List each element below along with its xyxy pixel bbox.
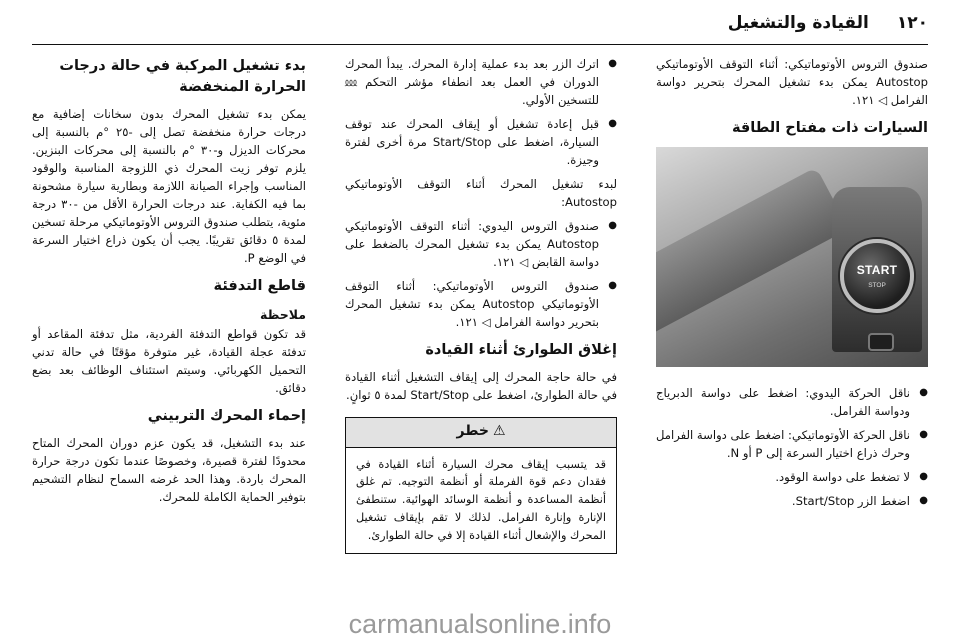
header-divider <box>32 44 928 45</box>
middle-column <box>345 56 617 554</box>
danger-text: قد يتسبب إيقاف محرك السيارة أثناء القيادة في فقدان دعم قوة الفرملة أو أنظمة التوجيه. تم غلق أنظمة المساعدة و أنظمة الوسائد الهوائية. ستنطفئ الإنارة وإنارة الفرامل. لذلك لا تقم بإيقاف تشغيل المحرك والإشعال أثناء القيادة إلا في حالة الطوارئ. <box>356 457 606 542</box>
steering-column-lever <box>656 167 849 337</box>
start-release-list <box>345 56 617 170</box>
list-item: ● اترك الزر بعد بدء عملية إدارة المحرك. يبدأ المحرك الدوران في العمل بعد انطفاء مؤشر التحكم ⅏ للتسخين الأولي. <box>345 56 617 110</box>
list-item: ● صندوق التروس الأوتوماتيكي: أثناء التوقف الأوتوماتيكي Autostop يمكن بدء تشغيل المحرك بتحرير دواسة الفرامل ◁ ١٢١. <box>345 278 617 332</box>
section-heading-cold-start: بدء تشغيل المركبة في حالة درجات الحرارة المنخفضة <box>59 58 306 96</box>
list-item: ● صندوق التروس اليدوي: أثناء التوقف الأوتوماتيكي Autostop يمكن بدء تشغيل المحرك بالضغط على دواسة القابض ◁ ١٢١. <box>345 218 617 272</box>
danger-box-header <box>346 418 616 448</box>
list-item: ● لا تضغط على دواسة الوقود. <box>656 469 928 487</box>
list-item: ● قبل إعادة تشغيل أو إيقاف المحرك عند توقف السيارة، اضغط على Start/Stop مرة أخرى لفترة وجيزة. <box>345 116 617 170</box>
danger-title: خطر <box>456 423 489 440</box>
section-heading-power-key: السيارات ذات مفتاح الطاقة <box>731 119 928 136</box>
section-heading-turbo-warmup: إحماء المحرك التربيني <box>147 408 306 425</box>
section-heading-heating-breaker: قاطع التدفئة <box>213 277 306 294</box>
page-number: ١٢٠ <box>896 13 928 33</box>
left-column <box>32 56 306 513</box>
start-button-figure <box>656 147 928 367</box>
key-slot-icon <box>868 333 894 351</box>
emergency-paragraph: في حالة حاجة المحرك إلى إيقاف التشغيل أثناء القيادة في حالة الطوارئ، اضغط على Start/Stop لمدة ٥ ثوانٍ. <box>345 369 617 402</box>
page-title: القيادة والتشغيل <box>727 13 869 33</box>
note-paragraph: قد تكون قواطع التدفئة الفردية، مثل تدفئة المقاعد أو تدفئة عجلة القيادة، غير متوفرة مؤقتًا في حالة تدني التحميل الكهربائي. وسيتم استئناف الوظائف بعد بضع دقائق. <box>32 327 306 396</box>
cold-start-paragraph: يمكن بدء تشغيل المحرك بدون سخانات إضافية مع درجات حرارة منخفضة تصل إلى -٢٥ °م بالنسبة إلى محركات الديزل و-٣٠ °م بالنسبة إلى محركات البنزين. يلزم توفر زيت المحرك ذي اللزوجة المناسبة والوقود المناسب وإجراء الصيانة اللازمة وبطارية سيارة مشحونة بما فيه الكفاية. عند درجات الحرارة الأقل من -٣٠ درجة مئوية، يتطلب صندوق التروس الأوتوماتيكي مرحلة تسخين لمدة ٥ دقائق تقريبًا. يجب أن يكون ذراع اختيار السرعة في الوضع P. <box>32 107 307 265</box>
start-stop-button-image <box>840 239 914 313</box>
intro-paragraph: صندوق التروس الأوتوماتيكي: أثناء التوقف الأوتوماتيكي Autostop يمكن بدء تشغيل المحرك بتحرير دواسة الفرامل ◁ ١٢١. <box>656 57 928 107</box>
note-heading: ملاحظة <box>260 306 306 322</box>
watermark: carmanualsonline.info <box>348 609 612 639</box>
list-item: ● اضغط الزر Start/Stop. <box>656 493 928 511</box>
page-header <box>32 8 928 38</box>
warning-triangle-icon: ⚠ <box>492 423 506 440</box>
start-label: START <box>856 263 898 278</box>
list-item: ● ناقل الحركة الأوتوماتيكي: اضغط على دواسة الفرامل وحرك ذراع اختيار السرعة إلى P أو N. <box>656 427 928 463</box>
list-item: ● ناقل الحركة اليدوي: اضغط على دواسة الدبرياج ودواسة الفرامل. <box>656 385 928 421</box>
danger-box <box>345 417 617 554</box>
autostop-list <box>345 218 617 332</box>
stop-label: STOP <box>868 281 886 289</box>
turbo-paragraph: عند بدء التشغيل، قد يكون عزم دوران المحرك المتاح محدودًا لفترة قصيرة، وخصوصًا عندما تكون درجة حرارة المحرك باردة. وهذا الحد غرضه السماح لنظام التشحيم بتوفير الحماية الكاملة للمحرك. <box>32 436 306 504</box>
right-column <box>656 56 928 517</box>
section-heading-emergency-stop: إغلاق الطوارئ أثناء القيادة <box>425 341 617 358</box>
start-steps-list <box>656 385 928 511</box>
autostop-intro: لبدء تشغيل المحرك أثناء التوقف الأوتوماتيكي Autostop: <box>345 176 617 209</box>
